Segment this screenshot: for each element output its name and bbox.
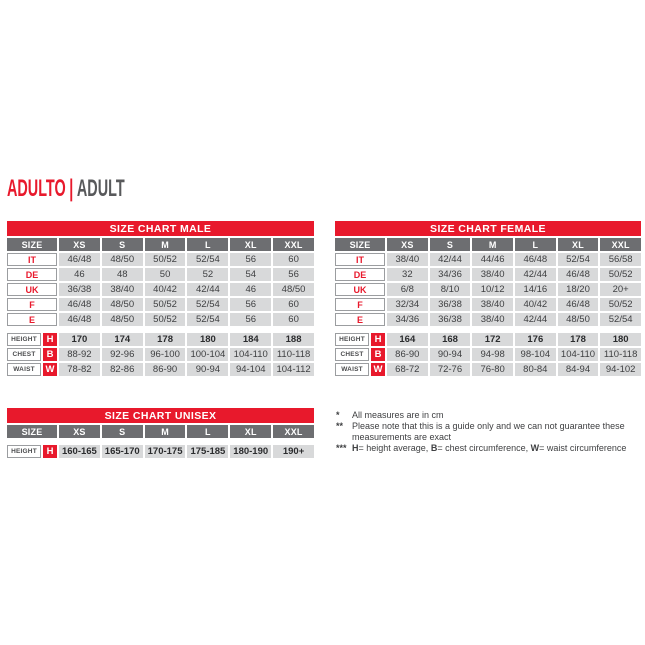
measure-value-cell: 168 [430, 333, 471, 346]
column-header-xxl: XXL [600, 238, 641, 251]
table-title-bar: SIZE CHART MALE [7, 221, 314, 236]
column-header-s: S [102, 238, 143, 251]
size-value-cell: 46/48 [59, 298, 100, 311]
measure-label-waist [335, 363, 385, 376]
column-header-m: M [145, 238, 186, 251]
size-grid [7, 238, 314, 376]
measure-value-cell: 188 [273, 333, 314, 346]
size-value-cell: 52 [187, 268, 228, 281]
size-value-cell: 52/54 [187, 253, 228, 266]
page-title [7, 177, 125, 201]
measure-value-cell: 96-100 [145, 348, 186, 361]
size-value-cell: 56 [230, 253, 271, 266]
size-value-cell: 20+ [600, 283, 641, 296]
column-header-m: M [145, 425, 186, 438]
measure-code-badge: B [43, 348, 57, 361]
size-value-cell: 50/52 [145, 313, 186, 326]
measure-name: WAIST [335, 363, 369, 376]
column-header-xl: XL [230, 425, 271, 438]
size-value-cell: 52/54 [187, 313, 228, 326]
size-value-cell: 38/40 [102, 283, 143, 296]
region-label-e: E [7, 313, 57, 326]
table-title-bar: SIZE CHART FEMALE [335, 221, 641, 236]
title-adult: ADULT [76, 175, 125, 202]
size-value-cell: 56 [230, 313, 271, 326]
size-value-cell: 48/50 [102, 298, 143, 311]
size-value-cell: 48/50 [102, 313, 143, 326]
measure-name: HEIGHT [335, 333, 369, 346]
measure-value-cell: 100-104 [187, 348, 228, 361]
measure-value-cell: 94-102 [600, 363, 641, 376]
column-header-xxl: XXL [273, 425, 314, 438]
measure-name: HEIGHT [7, 445, 41, 458]
measure-name: CHEST [7, 348, 41, 361]
measure-name: HEIGHT [7, 333, 41, 346]
measure-value-cell: 86-90 [387, 348, 428, 361]
size-value-cell: 8/10 [430, 283, 471, 296]
column-header-xl: XL [230, 238, 271, 251]
column-header-xxl: XXL [273, 238, 314, 251]
size-value-cell: 42/44 [515, 313, 556, 326]
size-value-cell: 50/52 [145, 298, 186, 311]
region-label-f: F [335, 298, 385, 311]
column-header-xs: XS [387, 238, 428, 251]
measure-value-cell: 92-96 [102, 348, 143, 361]
measure-value-cell: 160-165 [59, 445, 100, 458]
measure-value-cell: 78-82 [59, 363, 100, 376]
measure-value-cell: 68-72 [387, 363, 428, 376]
footnote-text: Please note that this is a guide only and we can not guarantee these measurements are exact [352, 421, 625, 442]
size-value-cell: 42/44 [430, 253, 471, 266]
size-chart-unisex [7, 408, 314, 458]
measure-code-badge: W [43, 363, 57, 376]
size-value-cell: 60 [273, 298, 314, 311]
footnote-marker: ** [336, 421, 344, 431]
measure-label-chest [7, 348, 57, 361]
size-value-cell: 46/48 [59, 313, 100, 326]
region-label-de: DE [335, 268, 385, 281]
measure-value-cell: 180 [187, 333, 228, 346]
region-label-f: F [7, 298, 57, 311]
size-value-cell: 50 [145, 268, 186, 281]
measure-name: WAIST [7, 363, 41, 376]
size-value-cell: 50/52 [600, 268, 641, 281]
size-value-cell: 32/34 [387, 298, 428, 311]
measure-label-chest [335, 348, 385, 361]
size-value-cell: 42/44 [515, 268, 556, 281]
size-value-cell: 18/20 [558, 283, 599, 296]
measure-label-height [7, 445, 57, 458]
size-value-cell: 48/50 [273, 283, 314, 296]
measure-value-cell: 88-92 [59, 348, 100, 361]
measure-code-badge: H [371, 333, 385, 346]
size-value-cell: 38/40 [472, 313, 513, 326]
size-value-cell: 52/54 [600, 313, 641, 326]
measure-value-cell: 110-118 [273, 348, 314, 361]
measure-value-cell: 104-112 [273, 363, 314, 376]
size-value-cell: 60 [273, 313, 314, 326]
size-value-cell: 46/48 [515, 253, 556, 266]
measure-value-cell: 80-84 [515, 363, 556, 376]
size-value-cell: 44/46 [472, 253, 513, 266]
footnote-3 [336, 443, 644, 454]
size-value-cell: 10/12 [472, 283, 513, 296]
measure-value-cell: 84-94 [558, 363, 599, 376]
size-value-cell: 48/50 [558, 313, 599, 326]
size-value-cell: 50/52 [600, 298, 641, 311]
column-header-s: S [102, 425, 143, 438]
region-label-e: E [335, 313, 385, 326]
measure-value-cell: 165-170 [102, 445, 143, 458]
measure-value-cell: 184 [230, 333, 271, 346]
table-title-bar: SIZE CHART UNISEX [7, 408, 314, 423]
measure-value-cell: 176 [515, 333, 556, 346]
size-value-cell: 54 [230, 268, 271, 281]
column-header-xl: XL [558, 238, 599, 251]
measure-value-cell: 170-175 [145, 445, 186, 458]
measure-label-height [335, 333, 385, 346]
measure-value-cell: 178 [145, 333, 186, 346]
region-label-uk: UK [7, 283, 57, 296]
column-header-s: S [430, 238, 471, 251]
size-value-cell: 50/52 [145, 253, 186, 266]
size-value-cell: 48 [102, 268, 143, 281]
measure-value-cell: 72-76 [430, 363, 471, 376]
measure-value-cell: 164 [387, 333, 428, 346]
size-value-cell: 38/40 [387, 253, 428, 266]
row-separator [7, 328, 314, 331]
size-value-cell: 6/8 [387, 283, 428, 296]
column-header-l: L [515, 238, 556, 251]
size-value-cell: 46/48 [59, 253, 100, 266]
footnote-marker: *** [336, 443, 347, 453]
size-value-cell: 32 [387, 268, 428, 281]
size-column-header: SIZE [7, 238, 57, 251]
size-value-cell: 34/36 [387, 313, 428, 326]
footnote-text: H= height average, B= chest circumference, W= waist circumference [352, 443, 627, 453]
size-grid [7, 425, 314, 458]
measure-value-cell: 90-94 [430, 348, 471, 361]
size-value-cell: 46 [230, 283, 271, 296]
region-label-it: IT [7, 253, 57, 266]
size-value-cell: 46/48 [558, 268, 599, 281]
row-separator [335, 328, 641, 331]
measure-value-cell: 76-80 [472, 363, 513, 376]
measure-value-cell: 170 [59, 333, 100, 346]
size-column-header: SIZE [7, 425, 57, 438]
size-value-cell: 38/40 [472, 298, 513, 311]
measure-value-cell: 178 [558, 333, 599, 346]
measure-value-cell: 90-94 [187, 363, 228, 376]
size-value-cell: 42/44 [187, 283, 228, 296]
region-label-uk: UK [335, 283, 385, 296]
measure-name: CHEST [335, 348, 369, 361]
size-value-cell: 36/38 [430, 298, 471, 311]
size-value-cell: 40/42 [515, 298, 556, 311]
measure-value-cell: 98-104 [515, 348, 556, 361]
measure-value-cell: 104-110 [558, 348, 599, 361]
title-separator: | [69, 175, 74, 202]
size-value-cell: 46/48 [558, 298, 599, 311]
column-header-l: L [187, 238, 228, 251]
column-header-xs: XS [59, 425, 100, 438]
measure-code-badge: H [43, 445, 57, 458]
measure-value-cell: 94-104 [230, 363, 271, 376]
column-header-l: L [187, 425, 228, 438]
size-value-cell: 60 [273, 253, 314, 266]
size-chart-male [7, 221, 314, 376]
region-label-it: IT [335, 253, 385, 266]
size-value-cell: 52/54 [187, 298, 228, 311]
size-grid [335, 238, 641, 376]
footnotes [336, 410, 644, 454]
size-value-cell: 56/58 [600, 253, 641, 266]
row-separator [7, 440, 314, 443]
column-header-xs: XS [59, 238, 100, 251]
measure-value-cell: 174 [102, 333, 143, 346]
measure-code-badge: B [371, 348, 385, 361]
measure-value-cell: 175-185 [187, 445, 228, 458]
title-adulto: ADULTO [7, 175, 66, 202]
size-value-cell: 48/50 [102, 253, 143, 266]
measure-value-cell: 104-110 [230, 348, 271, 361]
size-value-cell: 56 [230, 298, 271, 311]
measure-label-waist [7, 363, 57, 376]
footnote-1 [336, 410, 644, 421]
measure-label-height [7, 333, 57, 346]
size-value-cell: 36/38 [430, 313, 471, 326]
size-value-cell: 14/16 [515, 283, 556, 296]
measure-value-cell: 86-90 [145, 363, 186, 376]
measure-code-badge: H [43, 333, 57, 346]
size-chart-female [335, 221, 641, 376]
footnote-marker: * [336, 410, 340, 420]
measure-value-cell: 94-98 [472, 348, 513, 361]
size-value-cell: 40/42 [145, 283, 186, 296]
size-column-header: SIZE [335, 238, 385, 251]
measure-value-cell: 172 [472, 333, 513, 346]
size-value-cell: 36/38 [59, 283, 100, 296]
size-value-cell: 52/54 [558, 253, 599, 266]
measure-value-cell: 180 [600, 333, 641, 346]
region-label-de: DE [7, 268, 57, 281]
measure-value-cell: 180-190 [230, 445, 271, 458]
measure-code-badge: W [371, 363, 385, 376]
size-value-cell: 34/36 [430, 268, 471, 281]
size-value-cell: 56 [273, 268, 314, 281]
size-value-cell: 46 [59, 268, 100, 281]
measure-value-cell: 190+ [273, 445, 314, 458]
size-value-cell: 38/40 [472, 268, 513, 281]
column-header-m: M [472, 238, 513, 251]
footnote-2 [336, 421, 644, 443]
measure-value-cell: 110-118 [600, 348, 641, 361]
footnote-text: All measures are in cm [352, 410, 444, 420]
measure-value-cell: 82-86 [102, 363, 143, 376]
